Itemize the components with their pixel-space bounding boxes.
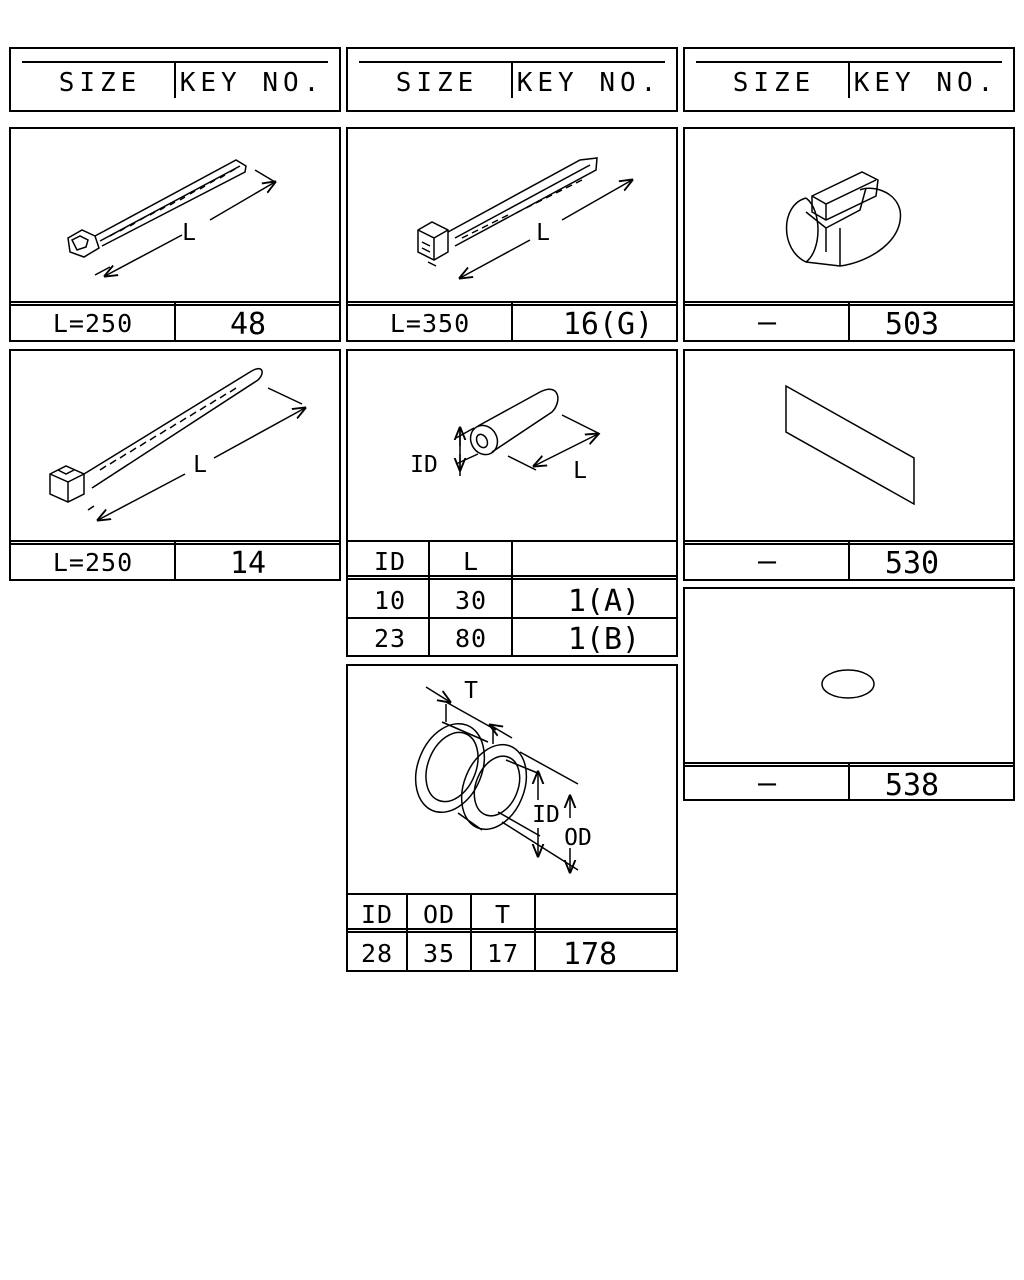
- table-cell-od: 35: [422, 939, 456, 968]
- header-key-label: KEY NO.: [516, 68, 662, 98]
- table-cell-id: 10: [373, 586, 407, 615]
- header-key-label: KEY NO.: [179, 68, 325, 98]
- column-header-od: OD: [422, 900, 456, 929]
- dimension-line-l: [460, 240, 530, 278]
- dimension-label-l: L: [573, 458, 587, 484]
- dimension-label-l: L: [182, 220, 196, 246]
- dimension-label-id: ID: [410, 452, 438, 478]
- tape-drawing: [786, 386, 914, 504]
- header-key-label: KEY NO.: [853, 68, 999, 98]
- part-card-pad-block: [684, 128, 1014, 341]
- clip-round-drawing: [822, 670, 874, 698]
- size-value: L=350: [389, 309, 471, 338]
- part-card-grommet: [347, 665, 677, 971]
- dimension-line-t: [426, 687, 450, 702]
- pad-block-drawing: [787, 172, 901, 266]
- size-value: —: [757, 544, 777, 579]
- key-number: 14: [229, 546, 267, 581]
- column-header-id: ID: [373, 547, 407, 576]
- size-value: L=250: [52, 309, 134, 338]
- dimension-label-od: OD: [564, 825, 592, 851]
- part-card-clip-round: [684, 588, 1014, 800]
- double-tie-drawing: [418, 158, 597, 266]
- column-header-id: ID: [360, 900, 394, 929]
- header-size-label: SIZE: [732, 68, 816, 98]
- dimension-line-l: [508, 456, 536, 470]
- table-cell-t: 17: [486, 939, 520, 968]
- column-header-t: T: [494, 900, 512, 929]
- dimension-line-l: [105, 235, 182, 276]
- key-number: 1(B): [567, 622, 641, 657]
- column-header-l: L: [462, 547, 480, 576]
- dimension-line-l-2: [534, 434, 598, 466]
- part-card-tie-standard: [10, 350, 340, 580]
- table-cell-l: 30: [454, 586, 488, 615]
- dimension-label-id: ID: [532, 802, 560, 828]
- dimension-line-l-2: [214, 408, 305, 458]
- header-size-label: SIZE: [395, 68, 479, 98]
- dimension-line-l-2: [210, 182, 275, 220]
- key-number: 16(G): [562, 307, 654, 342]
- key-number: 538: [884, 768, 940, 803]
- size-value: L=250: [52, 548, 134, 577]
- locking-tie-drawing: [68, 160, 275, 275]
- header-size-label: SIZE: [58, 68, 142, 98]
- key-number: 48: [229, 307, 267, 342]
- size-value: —: [757, 766, 777, 801]
- size-value: —: [757, 305, 777, 340]
- key-number: 530: [884, 546, 940, 581]
- dimension-line-l: [98, 474, 185, 520]
- dimension-label-l: L: [193, 452, 207, 478]
- table-cell-id: 23: [373, 624, 407, 653]
- dimension-line-l-2: [562, 180, 632, 220]
- key-number: 178: [562, 937, 618, 972]
- tube-drawing: [456, 389, 558, 476]
- table-cell-l: 80: [454, 624, 488, 653]
- dimension-label-t: T: [464, 678, 478, 704]
- standard-tie-drawing: [50, 369, 262, 502]
- table-cell-id: 28: [360, 939, 394, 968]
- part-card-tape: [684, 350, 1014, 580]
- dimension-label-l: L: [536, 220, 550, 246]
- key-number: 1(A): [567, 584, 641, 619]
- key-number: 503: [884, 307, 940, 342]
- grommet-drawing: [403, 704, 578, 870]
